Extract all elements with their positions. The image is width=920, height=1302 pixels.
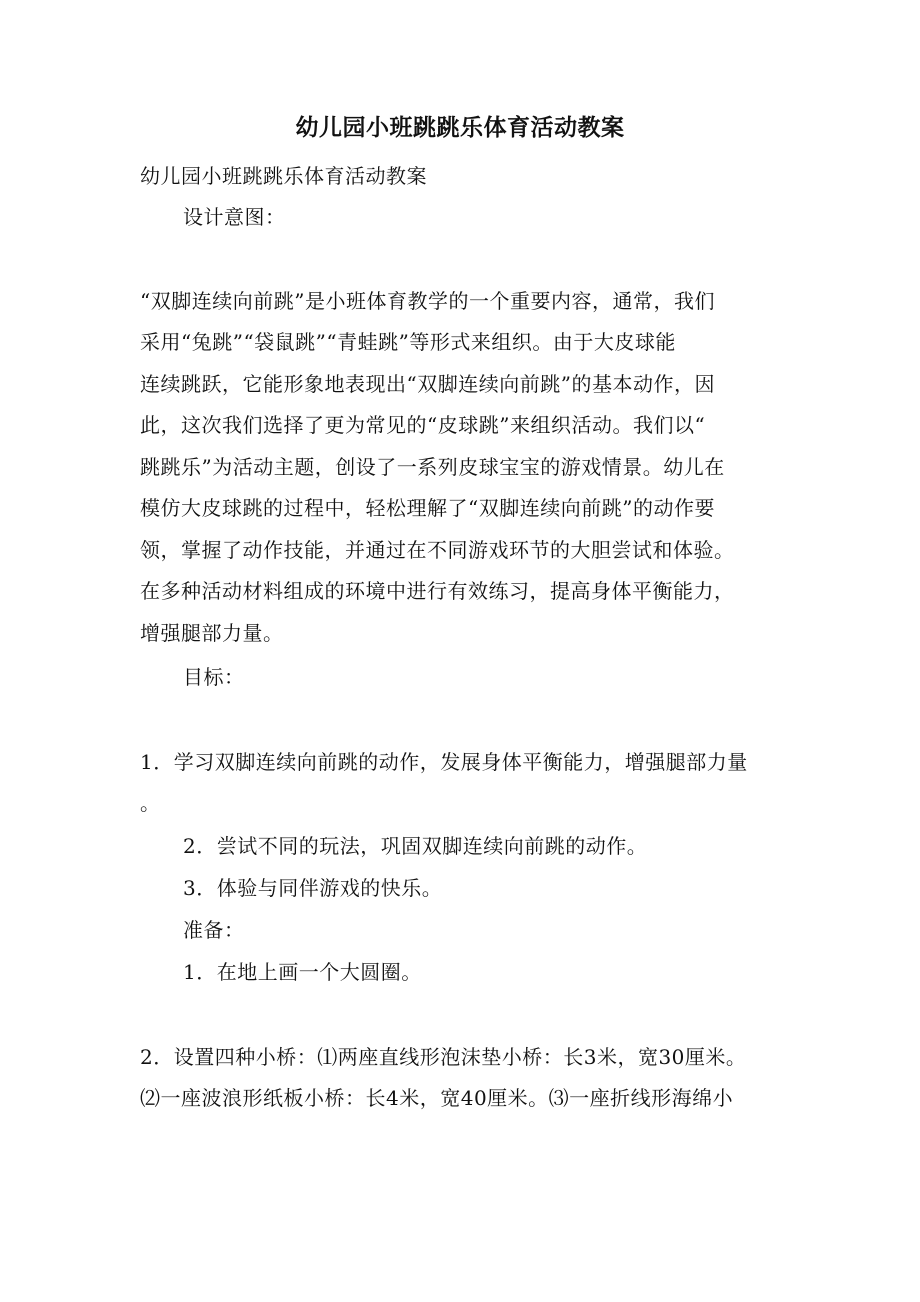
paragraph-line: 此，这次我们选择了更为常见的“皮球跳”来组织活动。我们以“: [140, 413, 706, 437]
paragraph-line: 跳跳乐”为活动主题，创设了一系列皮球宝宝的游戏情景。幼儿在: [140, 455, 725, 479]
paragraph-line: 模仿大皮球跳的过程中，轻松理解了“双脚连续向前跳”的动作要: [140, 496, 715, 520]
paragraph-line: 采用“兔跳”“袋鼠跳”“青蛙跳”等形式来组织。由于大皮球能: [140, 330, 676, 354]
goal-item-1-continuation: 。: [140, 791, 161, 815]
goal-item-3: 3．体验与同伴游戏的快乐。: [183, 876, 443, 900]
paragraph-line: “双脚连续向前跳”是小班体育教学的一个重要内容，通常，我们: [140, 289, 715, 313]
subtitle-line: 幼儿园小班跳跳乐体育活动教案: [140, 164, 427, 188]
preparation-item-2: 2．设置四种小桥：⑴两座直线形泡沫垫小桥：长3米，宽30厘米。: [140, 1045, 747, 1069]
paragraph-line: 增强腿部力量。: [140, 621, 284, 645]
goal-item-1: 1．学习双脚连续向前跳的动作，发展身体平衡能力，增强腿部力量: [140, 750, 748, 774]
preparation-heading: 准备：: [183, 918, 245, 942]
document-title: 幼儿园小班跳跳乐体育活动教案: [295, 114, 625, 141]
goals-heading: 目标：: [183, 665, 245, 689]
paragraph-line: 连续跳跃，它能形象地表现出“双脚连续向前跳”的基本动作，因: [140, 372, 715, 396]
paragraph-line: 领，掌握了动作技能，并通过在不同游戏环节的大胆尝试和体验。: [140, 538, 735, 562]
design-intent-heading: 设计意图：: [183, 205, 286, 229]
goal-item-2: 2．尝试不同的玩法，巩固双脚连续向前跳的动作。: [183, 834, 648, 858]
preparation-item-2-continuation: ⑵一座波浪形纸板小桥：长4米，宽40厘米。⑶一座折线形海绵小: [140, 1086, 734, 1110]
preparation-item-1: 1．在地上画一个大圆圈。: [183, 960, 422, 984]
paragraph-line: 在多种活动材料组成的环境中进行有效练习，提高身体平衡能力，: [140, 579, 735, 603]
